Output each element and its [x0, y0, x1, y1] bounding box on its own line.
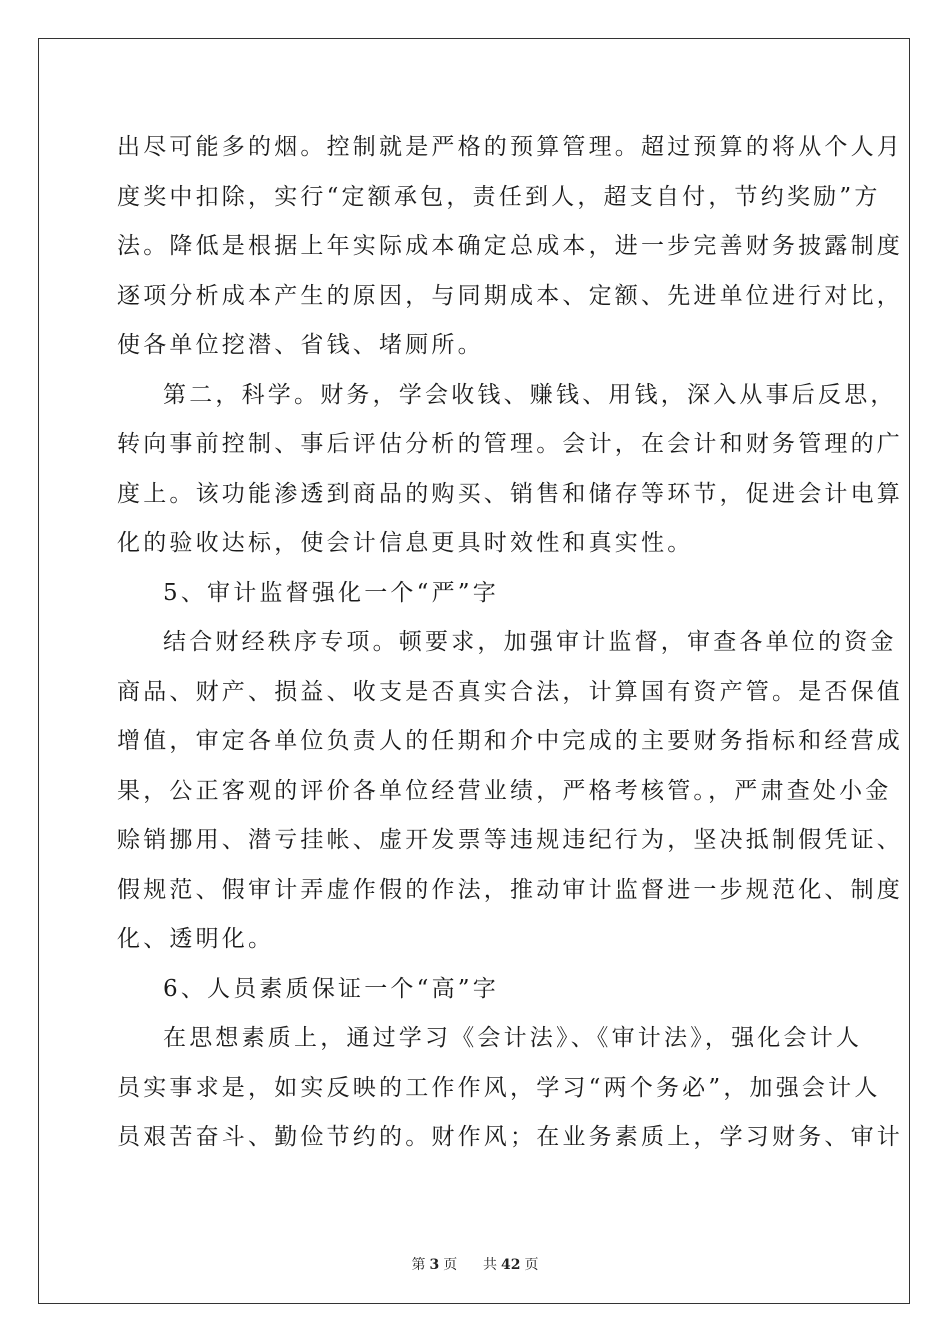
- page-number: 3: [429, 1257, 440, 1273]
- text-line: 逐项分析成本产生的原因，与同期成本、定额、先进单位进行对比，: [117, 282, 903, 309]
- total-prefix: 共: [483, 1257, 498, 1273]
- text-line: 商品、财产、损益、收支是否真实合法，计算国有资产管。是否保值: [117, 678, 903, 705]
- text-line: 员艰苦奋斗、勤俭节约的。财作风；在业务素质上，学习财务、审计: [117, 1124, 903, 1150]
- text-line: 结合财经秩序专项。顿要求，加强审计监督，审查各单位的资金: [163, 629, 897, 655]
- text-line: 出尽可能多的烟。控制就是严格的预算管理。超过预算的将从个人月: [117, 134, 903, 160]
- text-line: 转向事前控制、事后评估分析的管理。会计，在会计和财务管理的广: [117, 431, 903, 457]
- text-line: 第二，科学。财务，学会收钱、赚钱、用钱，深入从事后反思，: [163, 381, 897, 408]
- text-line: 增值，审定各单位负责人的任期和介中完成的主要财务指标和经营成: [117, 728, 903, 754]
- total-suffix: 页: [524, 1257, 539, 1273]
- text-line: 化、透明化。: [117, 926, 275, 952]
- text-line: 果，公正客观的评价各单位经营业绩，严格考核管。，严肃查处小金: [117, 777, 892, 804]
- text-line: 化的验收达标，使会计信息更具时效性和真实性。: [117, 530, 694, 556]
- text-line: 使各单位挖潜、省钱、堵厕所。: [117, 332, 484, 358]
- text-line: 度上。该功能渗透到商品的购买、销售和储存等环节，促进会计电算: [117, 480, 903, 507]
- text-line: 度奖中扣除，实行“定额承包，责任到人，超支自付，节约奖励”方: [117, 183, 881, 210]
- document-body: [117, 123, 903, 1163]
- text-line: 赊销挪用、潜亏挂帐、虚开发票等违规违纪行为，坚决抵制假凭证、: [117, 827, 903, 853]
- text-line: 假规范、假审计弄虚作假的作法，推动审计监督进一步规范化、制度: [117, 876, 903, 903]
- page-indicator: [409, 1257, 459, 1273]
- text-line: 在思想素质上，通过学习《会计法》、《审计法》，强化会计人: [163, 1025, 863, 1051]
- text-line: 法。降低是根据上年实际成本确定总成本，进一步完善财务披露制度: [117, 233, 903, 259]
- text-line: 5、审计监督强化一个“严”字: [163, 579, 499, 606]
- page-prefix: 第: [411, 1257, 426, 1273]
- total-pages: 42: [501, 1257, 521, 1273]
- text-line: 员实事求是，如实反映的工作作风，学习“两个务必”，加强会计人: [117, 1074, 881, 1101]
- page-footer: [0, 1254, 950, 1274]
- total-pages-indicator: [481, 1257, 540, 1273]
- text-line: 6、人员素质保证一个“高”字: [163, 975, 499, 1002]
- page-suffix: 页: [443, 1257, 458, 1273]
